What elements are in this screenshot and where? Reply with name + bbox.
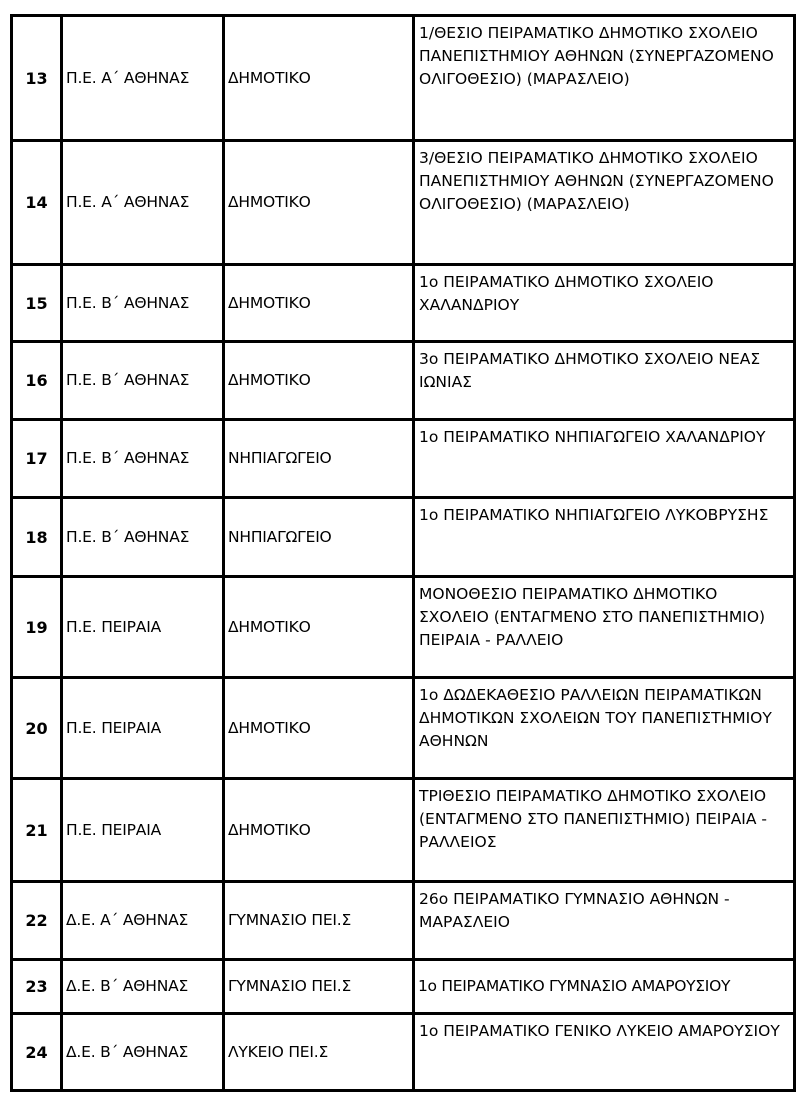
school-type-cell: ΛΥΚΕΙΟ ΠΕΙ.Σ — [224, 1014, 414, 1091]
table-row — [12, 960, 795, 1014]
school-name-cell: 3ο ΠΕΙΡΑΜΑΤΙΚΟ ΔΗΜΟΤΙΚΟ ΣΧΟΛΕΙΟ ΝΕΑΣ ΙΩΝΙΑΣ — [414, 342, 795, 420]
row-number: 15 — [12, 265, 62, 342]
region-cell: Π.Ε. Α΄ ΑΘΗΝΑΣ — [62, 16, 224, 141]
school-type-cell: ΓΥΜΝΑΣΙΟ ΠΕΙ.Σ — [224, 960, 414, 1014]
school-type-cell: ΔΗΜΟΤΙΚΟ — [224, 577, 414, 678]
row-number: 24 — [12, 1014, 62, 1091]
school-name-cell: ΜΟΝΟΘΕΣΙΟ ΠΕΙΡΑΜΑΤΙΚΟ ΔΗΜΟΤΙΚΟ ΣΧΟΛΕΙΟ (ΕΝΤΑΓΜΕΝΟ ΣΤΟ ΠΑΝΕΠΙΣΤΗΜΙΟ) ΠΕΙΡΑΙΑ - ΡΑΛΛΕΙΟ — [414, 577, 795, 678]
school-name-cell: 3/ΘΕΣΙΟ ΠΕΙΡΑΜΑΤΙΚΟ ΔΗΜΟΤΙΚΟ ΣΧΟΛΕΙΟ ΠΑΝΕΠΙΣΤΗΜΙΟΥ ΑΘΗΝΩΝ (ΣΥΝΕΡΓΑΖΟΜΕΝΟ ΟΛΙΓΟΘΕΣΙΟ) (ΜΑΡΑΣΛΕΙΟ) — [414, 141, 795, 265]
region-cell: Π.Ε. ΠΕΙΡΑΙΑ — [62, 577, 224, 678]
region-cell: Π.Ε. Β΄ ΑΘΗΝΑΣ — [62, 342, 224, 420]
school-name-cell: 1ο ΠΕΙΡΑΜΑΤΙΚΟ ΓΕΝΙΚΟ ΛΥΚΕΙΟ ΑΜΑΡΟΥΣΙΟΥ — [414, 1014, 795, 1091]
table-row — [12, 779, 795, 882]
row-number: 17 — [12, 420, 62, 498]
row-number: 13 — [12, 16, 62, 141]
region-cell: Π.Ε. Β΄ ΑΘΗΝΑΣ — [62, 265, 224, 342]
school-name-cell: 1ο ΔΩΔΕΚΑΘΕΣΙΟ ΡΑΛΛΕΙΩΝ ΠΕΙΡΑΜΑΤΙΚΩΝ ΔΗΜΟΤΙΚΩΝ ΣΧΟΛΕΙΩΝ ΤΟΥ ΠΑΝΕΠΙΣΤΗΜΙΟΥ ΑΘΗΝΩΝ — [414, 678, 795, 779]
region-cell: Π.Ε. Β΄ ΑΘΗΝΑΣ — [62, 498, 224, 577]
school-type-cell: ΔΗΜΟΤΙΚΟ — [224, 16, 414, 141]
table-row — [12, 265, 795, 342]
row-number: 20 — [12, 678, 62, 779]
row-number: 22 — [12, 882, 62, 960]
region-cell: Δ.Ε. Α΄ ΑΘΗΝΑΣ — [62, 882, 224, 960]
region-cell: Π.Ε. ΠΕΙΡΑΙΑ — [62, 779, 224, 882]
row-number: 14 — [12, 141, 62, 265]
school-type-cell: ΔΗΜΟΤΙΚΟ — [224, 779, 414, 882]
school-type-cell: ΔΗΜΟΤΙΚΟ — [224, 265, 414, 342]
table-row — [12, 141, 795, 265]
school-type-cell: ΔΗΜΟΤΙΚΟ — [224, 678, 414, 779]
school-name-cell: 1ο ΠΕΙΡΑΜΑΤΙΚΟ ΔΗΜΟΤΙΚΟ ΣΧΟΛΕΙΟ ΧΑΛΑΝΔΡΙΟΥ — [414, 265, 795, 342]
table-row — [12, 420, 795, 498]
school-name-cell: 1ο ΠΕΙΡΑΜΑΤΙΚΟ ΝΗΠΙΑΓΩΓΕΙΟ ΧΑΛΑΝΔΡΙΟΥ — [414, 420, 795, 498]
school-name-cell: 1ο ΠΕΙΡΑΜΑΤΙΚΟ ΝΗΠΙΑΓΩΓΕΙΟ ΛΥΚΟΒΡΥΣΗΣ — [414, 498, 795, 577]
school-name-cell: 26ο ΠΕΙΡΑΜΑΤΙΚΟ ΓΥΜΝΑΣΙΟ ΑΘΗΝΩΝ - ΜΑΡΑΣΛΕΙΟ — [414, 882, 795, 960]
row-number: 16 — [12, 342, 62, 420]
table-row — [12, 882, 795, 960]
table-row — [12, 16, 795, 141]
school-name-cell: ΤΡΙΘΕΣΙΟ ΠΕΙΡΑΜΑΤΙΚΟ ΔΗΜΟΤΙΚΟ ΣΧΟΛΕΙΟ (ΕΝΤΑΓΜΕΝΟ ΣΤΟ ΠΑΝΕΠΙΣΤΗΜΙΟ) ΠΕΙΡΑΙΑ - ΡΑΛΛΕΙΟΣ — [414, 779, 795, 882]
table-row — [12, 342, 795, 420]
school-type-cell: ΓΥΜΝΑΣΙΟ ΠΕΙ.Σ — [224, 882, 414, 960]
schools-table — [10, 14, 796, 1092]
school-type-cell: ΔΗΜΟΤΙΚΟ — [224, 342, 414, 420]
region-cell: Δ.Ε. Β΄ ΑΘΗΝΑΣ — [62, 1014, 224, 1091]
school-name-cell: 1/ΘΕΣΙΟ ΠΕΙΡΑΜΑΤΙΚΟ ΔΗΜΟΤΙΚΟ ΣΧΟΛΕΙΟ ΠΑΝΕΠΙΣΤΗΜΙΟΥ ΑΘΗΝΩΝ (ΣΥΝΕΡΓΑΖΟΜΕΝΟ ΟΛΙΓΟΘΕΣΙΟ) (ΜΑΡΑΣΛΕΙΟ) — [414, 16, 795, 141]
row-number: 23 — [12, 960, 62, 1014]
row-number: 19 — [12, 577, 62, 678]
region-cell: Π.Ε. ΠΕΙΡΑΙΑ — [62, 678, 224, 779]
row-number: 21 — [12, 779, 62, 882]
row-number: 18 — [12, 498, 62, 577]
table-row — [12, 1014, 795, 1091]
table-row — [12, 498, 795, 577]
region-cell: Π.Ε. Α΄ ΑΘΗΝΑΣ — [62, 141, 224, 265]
table-row — [12, 577, 795, 678]
school-type-cell: ΔΗΜΟΤΙΚΟ — [224, 141, 414, 265]
table-row — [12, 678, 795, 779]
school-name-cell: 1ο ΠΕΙΡΑΜΑΤΙΚΟ ΓΥΜΝΑΣΙΟ ΑΜΑΡΟΥΣΙΟΥ — [414, 960, 795, 1014]
school-type-cell: ΝΗΠΙΑΓΩΓΕΙΟ — [224, 420, 414, 498]
region-cell: Δ.Ε. Β΄ ΑΘΗΝΑΣ — [62, 960, 224, 1014]
region-cell: Π.Ε. Β΄ ΑΘΗΝΑΣ — [62, 420, 224, 498]
school-type-cell: ΝΗΠΙΑΓΩΓΕΙΟ — [224, 498, 414, 577]
